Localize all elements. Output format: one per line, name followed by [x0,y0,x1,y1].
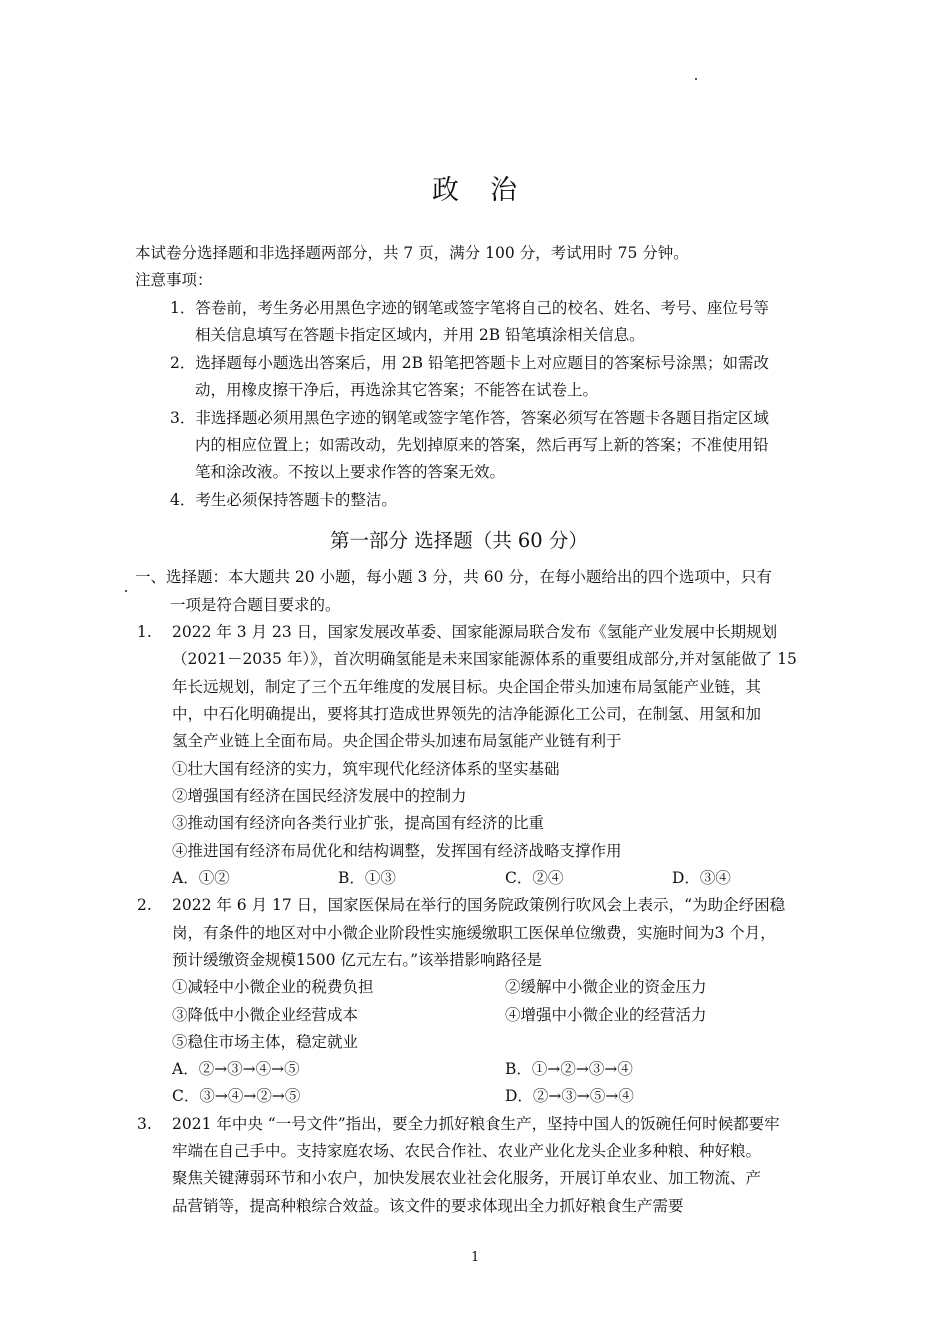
stray-mark [695,78,697,80]
q1-stem-line-4: 中，中石化明确提出，要将其打造成世界领先的洁净能源化工公司，在制氢、用氢和加 [172,705,762,723]
notice-3-line-1: 3．非选择题必须用黑色字迹的钢笔或签字笔作答，答案必须写在答题卡各题目指定区域 [170,409,769,427]
q2-option-b: B．①→②→③→④ [505,1060,633,1078]
q2-item-3: ③降低中小微企业经营成本 [172,1006,359,1024]
page-number: 1 [471,1250,480,1265]
q3-stem-line-4: 品营销等，提高种粮综合效益。该文件的要求体现出全力抓好粮食生产需要 [172,1197,684,1215]
section1-instruction-line-2: 一项是符合题目要求的。 [170,596,341,614]
q1-stem-line-3: 年长远规划，制定了三个五年维度的发展目标。央企国企带头加速布局氢能产业链，其 [172,678,762,696]
q1-item-3: ③推动国有经济向各类行业扩张，提高国有经济的比重 [172,814,545,832]
q1-option-d: D．③④ [672,869,731,887]
page-title: 政 治 [432,175,519,206]
q1-stem-line-2: （2021－2035 年）》，首次明确氢能是未来国家能源体系的重要组成部分,并对氢能做了 15 [172,650,797,668]
q2-stem-line-1: 2022 年 6 月 17 日，国家医保局在举行的国务院政策例行吹风会上表示，“为助企纾困稳 [172,896,786,914]
stray-mark [125,590,127,592]
q3-stem-line-3: 聚焦关键薄弱环节和小农户，加快发展农业社会化服务，开展订单农业、加工物流、产 [172,1169,762,1187]
q1-option-b: B．①③ [338,869,396,887]
section1-instruction-line-1: 一、选择题：本大题共 20 小题，每小题 3 分，共 60 分，在每小题给出的四个选项中，只有 [135,568,772,586]
q3-number: 3. [137,1115,152,1133]
exam-intro: 本试卷分选择题和非选择题两部分，共 7 页，满分 100 分，考试用时 75 分钟。 [135,244,689,262]
q1-item-2: ②增强国有经济在国民经济发展中的控制力 [172,787,467,805]
notice-4-line-1: 4．考生必须保持答题卡的整洁。 [170,491,397,509]
q1-number: 1. [137,623,152,641]
q1-option-a: A．①② [172,869,230,887]
notice-3-line-2: 内的相应位置上；如需改动，先划掉原来的答案，然后再写上新的答案；不准使用铅 [195,436,769,454]
q2-number: 2. [137,896,152,914]
notice-heading: 注意事项： [135,271,213,289]
q3-stem-line-1: 2021 年中央 “一号文件”指出，要全力抓好粮食生产，坚持中国人的饭碗任何时候都要牢 [172,1115,780,1133]
notice-3-line-3: 笔和涂改液。不按以上要求作答的答案无效。 [195,463,506,481]
q2-option-a: A．②→③→④→⑤ [172,1060,300,1078]
q2-stem-line-2: 岗，有条件的地区对中小微企业阶段性实施缓缴职工医保单位缴费，实施时间为3 个月， [172,924,776,942]
notice-1-line-2: 相关信息填写在答题卡指定区域内，并用 2B 铅笔填涂相关信息。 [195,326,645,344]
q1-item-1: ①壮大国有经济的实力，筑牢现代化经济体系的坚实基础 [172,760,560,778]
q2-item-5: ⑤稳住市场主体，稳定就业 [172,1033,359,1051]
part1-heading: 第一部分 选择题（共 60 分） [330,529,588,552]
q1-stem-line-1: 2022 年 3 月 23 日，国家发展改革委、国家能源局联合发布《氢能产业发展中长期规划 [172,623,778,641]
q3-stem-line-2: 牢端在自己手中。支持家庭农场、农民合作社、农业产业化龙头企业多种粮、种好粮。 [172,1142,762,1160]
q2-stem-line-3: 预计缓缴资金规模1500 亿元左右。”该举措影响路径是 [172,951,543,969]
notice-1-line-1: 1．答卷前，考生务必用黑色字迹的钢笔或签字笔将自己的校名、姓名、考号、座位号等 [170,299,769,317]
notice-2-line-1: 2．选择题每小题选出答案后，用 2B 铅笔把答题卡上对应题目的答案标号涂黑；如需改 [170,354,769,372]
q1-item-4: ④推进国有经济布局优化和结构调整，发挥国有经济战略支撑作用 [172,842,622,860]
q2-option-d: D．②→③→⑤→④ [505,1087,634,1105]
q2-item-1: ①减轻中小微企业的税费负担 [172,978,374,996]
q2-option-c: C．③→④→②→⑤ [172,1087,301,1105]
q1-option-c: C．②④ [505,869,564,887]
q2-item-4: ④增强中小微企业的经营活力 [505,1006,707,1024]
notice-2-line-2: 动，用橡皮擦干净后，再选涂其它答案；不能答在试卷上。 [195,381,599,399]
q2-item-2: ②缓解中小微企业的资金压力 [505,978,707,996]
q1-stem-line-5: 氢全产业链上全面布局。央企国企带头加速布局氢能产业链有利于 [172,732,622,750]
